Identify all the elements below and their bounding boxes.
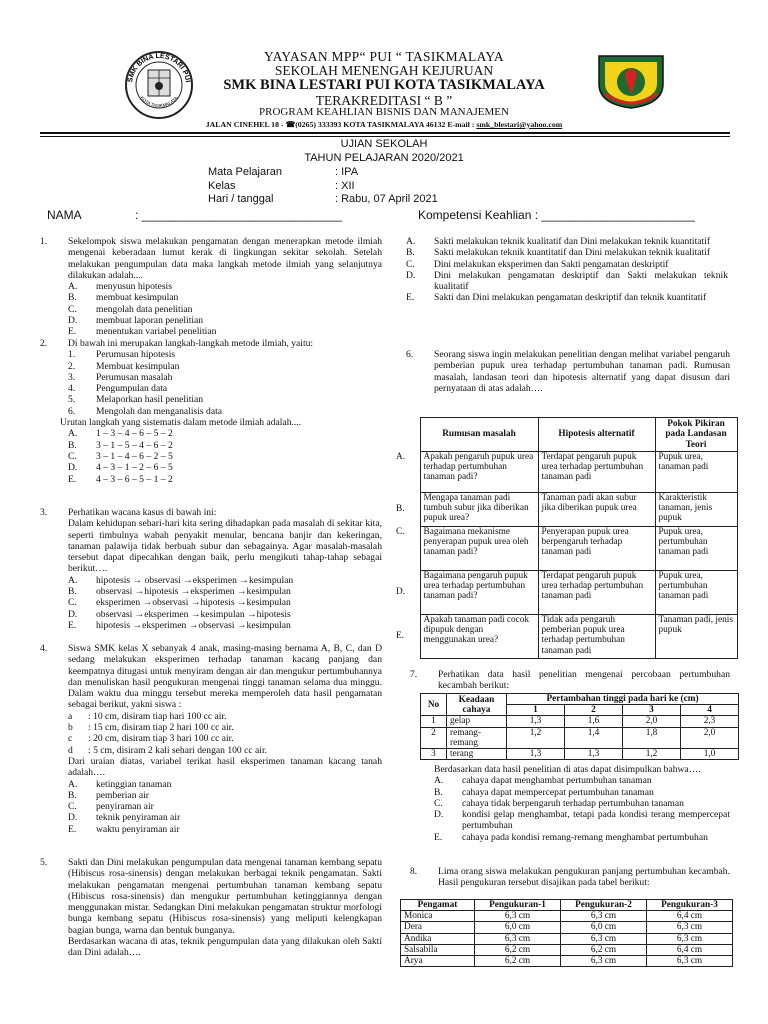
- question-number: 1.: [40, 236, 48, 247]
- header-pengukuran-3: Pengukuran-3: [647, 900, 733, 911]
- option-d[interactable]: D. observasi →eksperimen →kesimpulan →hipotesis: [68, 608, 291, 620]
- question-number: 7.: [410, 669, 418, 680]
- table-row[interactable]: [392, 493, 737, 527]
- question-number: 3.: [40, 507, 48, 518]
- option-e[interactable]: E. waktu penyiraman air: [68, 823, 180, 835]
- question-6: [406, 349, 730, 394]
- data-item: d : 5 cm, disiram 2 kali sehari dengan 100 cc air.: [68, 744, 268, 756]
- name-input-line[interactable]: : ______________________________: [135, 208, 342, 222]
- school-type: SEKOLAH MENENGAH KEJURUAN: [274, 63, 494, 78]
- q7-table: [420, 693, 739, 760]
- question-number: 2.: [40, 338, 48, 349]
- question-text: Dalam kehidupan sehari-hari kita sering dihadapkan pada masalah di sekitar kita, seperti timbulnya wabah penyakit menular, bencana banjir dan kekeringan, tanaman palawija tidak berbuah subur dan sebagainya. Agar masalah-masalah tersebut dapat dipecahkan dengan baik, perlu mengikuti tahap-tahap sebagai berikut….: [68, 518, 382, 575]
- question-subtext: Berdasarkan data hasil penelitian di atas dapat disimpulkan bahwa….: [434, 764, 701, 775]
- question-3: [40, 507, 382, 631]
- table-cell: Pupuk urea, pertumbuhan tanaman padi: [655, 527, 737, 571]
- option-d[interactable]: D. kondisi gelap menghambat, tetapi pada kondisi terang mempercepat pertumbuhan: [434, 809, 730, 832]
- table-row[interactable]: [392, 527, 737, 571]
- question-number: 8.: [410, 866, 418, 877]
- question-4: [40, 643, 382, 835]
- table-cell: Tanaman padi akan subur jika diberikan pupuk urea: [538, 493, 655, 527]
- option-e[interactable]: E. 4 – 3 – 6 – 5 – 1 – 2: [68, 473, 173, 485]
- question-number: 4.: [40, 643, 48, 654]
- table-cell: Pupuk urea, pertumbuhan tanaman padi: [655, 571, 737, 615]
- step-item: 5. Melaporkan hasil penelitian: [68, 394, 204, 406]
- name-label: NAMA: [47, 208, 82, 222]
- question-intro: Perhatikan wacana kasus di bawah ini:: [68, 507, 217, 518]
- option-a[interactable]: A.: [396, 451, 406, 462]
- name-row: [47, 208, 342, 222]
- question-5-options: [406, 236, 728, 304]
- header-day-1: 1: [507, 705, 565, 716]
- field-value: : XII: [335, 179, 355, 192]
- table-cell: Tidak ada pengaruh pemberian pupuk urea terhadap pertumbuhan tanaman padi: [538, 615, 655, 659]
- step-item: 1. Perumusan hipotesis: [68, 349, 176, 361]
- option-b[interactable]: B. pemberian air: [68, 789, 150, 801]
- option-a[interactable]: A. 1 – 3 – 4 – 6 – 5 – 2: [68, 428, 173, 440]
- option-a[interactable]: A. Sakti melakukan teknik kualitatif dan Dini melakukan teknik kuantitatif: [406, 236, 711, 247]
- table-row: Arya 6,2 cm 6,3 cm 6,3 cm: [401, 956, 733, 967]
- question-text: Perhatikan data hasil penelitian mengenai percobaan pertumbuhan kecambah berikut:: [438, 669, 730, 692]
- question-text: Sekelompok siswa melakukan pengamatan dengan menerapkan metode ilmiah mengenai keberadaan lumut kerak di lingkungan sekitar sekolah. Setelah melakukan pengumpulan data maka langkah metode ilmiah yang selanjutnya dilakukan adalah....: [68, 236, 382, 281]
- question-subtext: Berdasarkan wacana di atas, teknik pengumpulan data yang dilakukan oleh Sakti dan Dini adalah….: [68, 936, 382, 959]
- kompetensi-label: Kompetensi Keahlian :: [418, 208, 542, 222]
- step-item: 2. Membuat kesimpulan: [68, 360, 180, 372]
- question-text: Sakti dan Dini melakukan pengumpulan data mengenai tanaman kembang sepatu (Hibiscus rosa-sinensis) dengan melakukan berbagai teknik pengamatan. Sakti melakukan pengamatan mengenai pertumbuhan tanaman kembang sepatu (Hibiscus rosa-sinensis) dan mengukur pertumbuhan ketinggiannya dengan menggunakan mistar. Sedangkan Dini melakukan pengamatan struktur morfologi bunga kembang sepatu (Hibiscus rosa-sinensis) yang meliputi kelengkapan bagian bunga, warna dan bentuk bunganya.: [68, 857, 382, 936]
- header-rumusan: Rumusan masalah: [420, 418, 538, 452]
- address-line: [0, 121, 768, 129]
- program-name: PROGRAM KEAHLIAN BISNIS DAN MANAJEMEN: [259, 106, 509, 118]
- question-text: Di bawah ini merupakan langkah-langkah metode ilmiah, yaitu:: [68, 338, 314, 349]
- data-item: c : 20 cm, disiram tiap 3 hari 100 cc air.: [68, 733, 234, 745]
- table-row: 1 gelap 1,3 1,6 2,0 2,3: [421, 716, 739, 727]
- q6-table: [392, 417, 738, 659]
- option-d[interactable]: D. 4 – 3 – 1 – 2 – 6 – 5: [68, 462, 173, 474]
- table-row[interactable]: [392, 571, 737, 615]
- question-1: [40, 236, 382, 338]
- data-item: b : 15 cm, disiram tiap 2 hari 100 cc air.: [68, 722, 234, 734]
- option-d[interactable]: D. Dini melakukan pengamatan deskriptif dan Sakti melakukan teknik kualitatif: [406, 269, 728, 293]
- step-item: 3. Perumusan masalah: [68, 371, 173, 383]
- table-cell: Bagaimana mekanisme penyerapan pupuk urea oleh tanaman padi?: [420, 527, 538, 571]
- header-pertambahan: Pertambahan tinggi pada hari ke (cm): [507, 694, 739, 705]
- logo-arc-text: SMK BINA LESTARI PUI: [127, 52, 191, 83]
- question-number: 6.: [406, 349, 414, 360]
- field-subject: [208, 166, 438, 180]
- option-c[interactable]: C. eksperimen →observasi →hipotesis →kesimpulan: [68, 597, 291, 609]
- option-c[interactable]: C. cahaya tidak berpengaruh terhadap pertumbuhan tanaman: [434, 797, 684, 809]
- field-value: : Rabu, 07 April 2021: [335, 193, 438, 205]
- option-e[interactable]: E. cahaya pada kondisi remang-remang menghambat pertumbuhan: [434, 831, 708, 843]
- school-name: SMK BINA LESTARI PUI KOTA TASIKMALAYA: [223, 77, 545, 93]
- option-c[interactable]: C. 3 – 1 – 4 – 6 – 2 – 5: [68, 450, 173, 462]
- address-text: JALAN CINEHEL 18 - ☎(0265) 333393 KOTA TASIKMALAYA 46132 E-mail :: [205, 120, 477, 129]
- option-c[interactable]: C. mengolah data penelitian: [68, 303, 193, 315]
- option-e[interactable]: E. Sakti dan Dini melakukan pengamatan deskriptif dan teknik kuantitatif: [406, 292, 707, 304]
- option-d[interactable]: D.: [396, 587, 406, 598]
- option-a[interactable]: A. ketinggian tanaman: [68, 778, 172, 790]
- table-row: 2 remang-remang 1,2 1,4 1,8 2,0: [421, 727, 739, 748]
- header-divider-thin: [40, 136, 730, 137]
- option-c[interactable]: C. Dini melakukan eksperimen dan Sakti pengamatan deskriptif: [406, 258, 669, 270]
- table-corner: [392, 418, 420, 452]
- q6-table-wrap: [392, 417, 737, 659]
- table-cell: Penyerapan pupuk urea berpengaruh terhadap tanaman padi: [538, 527, 655, 571]
- table-cell: Pupuk urea, tanaman padi: [655, 452, 737, 493]
- exam-title: UJIAN SEKOLAH: [340, 138, 428, 150]
- q8-table: [400, 899, 733, 967]
- table-cell: Terdapat pengaruh pupuk urea terhadap pertumbuhan tanaman padi: [538, 571, 655, 615]
- kompetensi-row: [418, 208, 695, 222]
- table-cell: Apakah tanaman padi cocok dipupuk dengan menggunakan urea?: [420, 615, 538, 659]
- question-8: [410, 866, 730, 889]
- step-item: 6. Mengolah dan menganalisis data: [68, 405, 223, 417]
- table-cell: Mengapa tanaman padi tumbuh subur jika diberikan pupuk urea?: [420, 493, 538, 527]
- exam-year: TAHUN PELAJARAN 2020/2021: [304, 152, 464, 164]
- option-c[interactable]: C.: [396, 526, 405, 537]
- table-cell: Bagaimana pengaruh pupuk urea terhadap pertumbuhan tanaman padi?: [420, 571, 538, 615]
- option-b[interactable]: B. Sakti melakukan teknik kuantitatif dan Dini melakukan teknik kualitatif: [406, 247, 711, 259]
- kompetensi-input-line[interactable]: _______________________: [541, 208, 695, 222]
- question-text: Seorang siswa ingin melakukan penelitian dengan melihat variabel pengaruh pemberian pupuk urea terhadap pertumbuhan tanaman padi. Rumusan masalah, landasan teori dan hipotesis alternatif yang dapat disusun dari pernyataan di atas adalah….: [434, 349, 730, 394]
- header-pengamat: Pengamat: [401, 900, 475, 911]
- header-pengukuran-1: Pengukuran-1: [475, 900, 561, 911]
- question-text: Siswa SMK kelas X sebanyak 4 anak, masing-masing bernama A, B, C, dan D sedang melakukan eksperimen terhadap tanaman kacang panjang dan keempatnya ditugasi untuk menyiram dengan air dan mengukur pertumbuhannya dan menuliskan hasil pengukuran mengenai tinggi tanaman selama dua minggu. Dalam waktu dua minggu tersebut mereka memperoleh data hasil pengamatan sebagai berikut, yakni siswa :: [68, 643, 382, 711]
- q7-table-wrap: [420, 693, 739, 760]
- option-e[interactable]: E.: [396, 631, 405, 642]
- table-row[interactable]: [392, 615, 737, 659]
- question-subtext: Urutan langkah yang sistematis dalam metode ilmiah adalah....: [60, 417, 302, 429]
- option-a[interactable]: A. hipotesis → observasi →eksperimen →kesimpulan: [68, 574, 294, 586]
- table-cell: Karakteristik tanaman, jenis pupuk: [655, 493, 737, 527]
- foundation-name: YAYASAN MPP“ PUI “ TASIKMALAYA: [264, 49, 504, 64]
- option-b[interactable]: B. cahaya dapat mempercepat pertumbuhan tanaman: [434, 786, 654, 798]
- header-divider: [40, 132, 730, 134]
- option-c[interactable]: C. penyiraman air: [68, 801, 154, 813]
- question-subtext: Dari uraian diatas, variabel terikat hasil eksperimen tanaman kacang tanah adalah….: [68, 755, 382, 779]
- field-value: : IPA: [335, 166, 359, 178]
- question-7-body: [434, 764, 730, 843]
- table-cell: Apakah pengaruh pupuk urea terhadap pertumbuhan tanaman padi?: [420, 452, 538, 493]
- question-5: [40, 857, 382, 959]
- table-cell: Terdapat pengaruh pupuk urea terhadap pertumbuhan tanaman padi: [538, 452, 655, 493]
- field-label: Hari / tanggal: [208, 193, 274, 205]
- header-hipotesis: Hipotesis alternatif: [538, 418, 655, 452]
- option-b[interactable]: B. membuat kesimpulan: [68, 292, 179, 304]
- accreditation: TERAKREDITASI “ B ”: [315, 93, 453, 108]
- question-text: Lima orang siswa melakukan pengukuran panjang pertumbuhan kecambah. Hasil pengukuran tersebut disajikan pada tabel berikut:: [438, 866, 730, 889]
- question-7: [410, 669, 730, 692]
- option-a[interactable]: A. menyusun hipotesis: [68, 281, 172, 293]
- header-day-4: 4: [681, 705, 739, 716]
- question-2: [40, 338, 382, 485]
- field-label: Mata Pelajaran: [208, 166, 282, 178]
- table-row: Salsabila 6,2 cm 6,2 cm 6,4 cm: [401, 944, 733, 955]
- logo-arc-subtext: KOTA TASIKMALAYA: [139, 95, 179, 109]
- exam-fields: [208, 166, 438, 207]
- header-no: No: [421, 694, 447, 716]
- header-pengukuran-2: Pengukuran-2: [561, 900, 647, 911]
- email-link[interactable]: smk_blestari@yahoo.com: [476, 120, 563, 129]
- header-day-3: 3: [623, 705, 681, 716]
- option-b[interactable]: B. observasi →hipotesis →eksperimen →kesimpulan: [68, 586, 291, 598]
- option-d[interactable]: D. membuat laporan penelitian: [68, 315, 204, 327]
- table-cell: Tanaman padi, jenis pupuk: [655, 615, 737, 659]
- field-class: [208, 180, 438, 194]
- table-row: Dera 6,0 cm 6,0 cm 6,3 cm: [401, 922, 733, 933]
- table-row[interactable]: [392, 452, 737, 493]
- option-b[interactable]: B. 3 – 1 – 5 – 4 – 6 – 2: [68, 439, 173, 451]
- table-row: Monica 6,3 cm 6,3 cm 6,4 cm: [401, 911, 733, 922]
- option-d[interactable]: D. teknik penyiraman air: [68, 812, 181, 824]
- option-e[interactable]: E. menentukan variabel penelitian: [68, 326, 217, 338]
- option-e[interactable]: E. hipotesis →eksperimen →observasi →kesimpulan: [68, 619, 291, 631]
- header-pokok: Pokok Pikiran pada Landasan Teori: [655, 418, 737, 452]
- table-row: Andika 6,3 cm 6,3 cm 6,3 cm: [401, 933, 733, 944]
- question-number: 5.: [40, 857, 48, 868]
- q8-table-wrap: [400, 899, 733, 967]
- option-b[interactable]: B.: [396, 504, 405, 515]
- field-date: [208, 193, 438, 207]
- header-day-2: 2: [565, 705, 623, 716]
- option-a[interactable]: A. cahaya dapat menghambat pertumbuhan tanaman: [434, 775, 652, 787]
- table-row: 3 terang 1,3 1,3 1,2 1,0: [421, 749, 739, 760]
- header-keadaan: Keadaan cahaya: [447, 694, 507, 716]
- data-item: a : 10 cm, disiram tiap hari 100 cc air.: [68, 710, 227, 722]
- step-item: 4. Pengumpulan data: [68, 383, 168, 395]
- field-label: Kelas: [208, 179, 236, 192]
